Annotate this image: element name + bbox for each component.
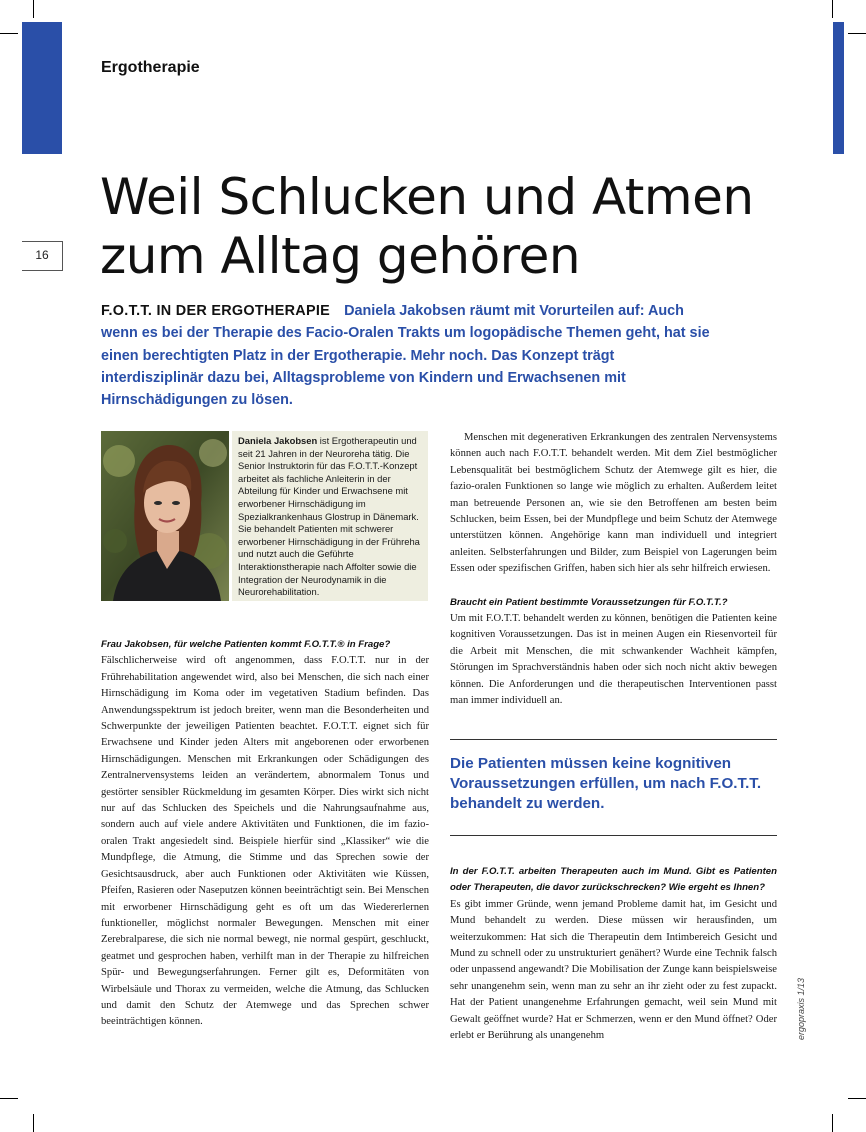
crop-mark xyxy=(0,1098,18,1099)
author-bio-box xyxy=(232,431,428,601)
author-portrait-photo xyxy=(101,431,229,601)
interview-question: Frau Jakobsen, für welche Patienten kommt F.O.T.T.® in Frage? xyxy=(101,639,391,650)
crop-mark xyxy=(33,0,34,18)
crop-mark xyxy=(848,1098,866,1099)
author-name: Daniela Jakobsen xyxy=(238,435,318,446)
title-line-2: zum Alltag gehören xyxy=(100,227,581,285)
crop-mark xyxy=(832,0,833,18)
interview-answer: Fälschlicherweise wird oft angenommen, dass F.O.T.T. nur in der Frührehabilitation angewendet wird, also bei Menschen, die sich nach einer Hirnschädigung im Koma oder im vegetativen Stadium befinden. Das Anwendungsspektrum ist jedoch breiter, wenn man die Besonderheiten und Schwerpunkte der jeweiligen Patienten beachtet. F.O.T.T. eignet sich für Erwachsene und Kinder jeden Alters mit angeborenen oder erworbenen Hirnschädigungen. Menschen mit Erkrankungen oder Schädigungen des Zentralnervensystems leiden an verändertem, abnormalem Tonus und gestörter sensibler Rückmeldung im gesamten Körper. Dies wirkt sich nicht nur auf das Schlucken des Speichels und die Nahrungsaufnahme aus, sondern auch auf viele andere Aktivitäten und Funktionen, die im fazio-oralen Trakt angesiedelt sind. Beispiele hierfür sind „Klassiker“ wie die Mundpflege, die Atmung, die Stimme und das Sprechen sowie der Gesichtsausdruck, aber auch Funktionen oder Aktivitäten wie Küssen, Pfeifen, Rasieren oder Naseputzen können beeinträchtigt sein. Bei Menschen mit erworbener Hirnschädigung geht es oft um das Wiedererlernen funktioneller, möglichst normaler Bewegungen. Menschen mit einer Zerebralparese, die sich nie normal bewegt, nie normal gespürt, geschluckt, geatmet und gesprochen haben, verhilft man in der Therapie zu hilfreichen Spür- und Bewegungserfahrungen. Ferner gilt es, Deformitäten von Wirbelsäule und Thorax zu vermeiden, welche die Atmung, das Schlucken und damit den Schutz der Atemwege und das Sprechen schwer beeinträchtigen können. xyxy=(101,655,429,1028)
interview-answer: Es gibt immer Gründe, wenn jemand Probleme damit hat, im Gesicht und Mund behandelt zu werden. Diese müssen wir herausfinden, um weiterzukommen: Hat sich die Therapeutin dem Intimbereich Gesicht und Mund zu schnell oder zu unstrukturiert genähert? Wurde eine Technik falsch oder unpassend angewandt? Die Mobilisation der Zunge kann beispielsweise sehr unangenehm sein, wenn man zu sehr an ihr zieht oder zu fest zupackt. Hat der Patient unangenehme Erfahrungen gemacht, weil sein Mund mit Gewalt geöffnet wurde? Hat er Schmerzen, wenn er den Mund öffnet? Oder erlebt er Berührung als unangenehm xyxy=(450,898,777,1042)
right-section-tab xyxy=(833,22,844,154)
crop-mark xyxy=(848,33,866,34)
author-bio xyxy=(238,435,422,599)
page-number: 16 xyxy=(35,248,49,262)
interview-question: In der F.O.T.T. arbeiten Therapeuten auch im Mund. Gibt es Patienten oder Therapeuten, die davor zurückschrecken? Wie ergeht es Ihnen? xyxy=(450,866,777,894)
right-column-top xyxy=(450,430,777,710)
left-column xyxy=(101,637,429,1031)
journal-credit: ergopraxis 1/13 xyxy=(796,977,806,1040)
author-bio-text: ist Ergotherapeutin und seit 21 Jahren in der Neuroreha tätig. Die Senior Instruktorin für das F.O.T.T.-Konzept arbeitet als fachliche Anleiterin in der Abteilung für Kinder und Erwachsene mit erworbener Hirnschädigung im Spezialkrankenhaus Glostrup in Dänemark. Sie behandelt Patienten mit schwerer erworbener Hirnschädigung in der Frühreha und nutzt auch die Geführte Interaktionstherapie nach Affolter sowie die Integration der Neurodynamik in die Neurorehabilitation. xyxy=(238,435,420,598)
left-section-tab xyxy=(22,22,62,154)
pull-quote-rule-bottom xyxy=(450,835,777,836)
body-paragraph: Menschen mit degenerativen Erkrankungen des zentralen Nervensystems können auch nach F.O.T.T. behandelt werden. Mit dem Ziel bestmöglicher Lebensqualität bei bestmöglichem Schutz der Atemwege gilt es hier, die fazio-oralen Funktionen so lange wie möglich zu erhalten. Außerdem leitet man betreuende Personen an, wie sie den Betroffenen am besten beim Schlucken, beim Essen, bei der Mundpflege und beim Schutz der Atemwege unterstützen können. Angehörige kann man individuell und integriert anleiten. Selbsterfahrungen und Bilder, zum Beispiel von Lagerungen beim Essen oder spezifischen Griffen, haben sich hier als sehr hilfreich erwiesen. xyxy=(450,432,777,575)
title-line-1: Weil Schlucken und Atmen xyxy=(100,168,754,226)
crop-mark xyxy=(0,33,18,34)
article-lead xyxy=(101,300,711,411)
article-title xyxy=(100,168,820,286)
crop-mark xyxy=(832,1114,833,1132)
lead-text: Daniela Jakobsen räumt mit Vorurteilen auf: Auch wenn es bei der Therapie des Facio-Oralen Trakts um logopädische Themen geht, hat sie einen berechtigten Platz in der Ergotherapie. Mehr noch. Das Konzept trägt interdisziplinär dazu bei, Alltagsprobleme von Kindern und Erwachsenen mit Hirnschädigungen zu lösen. xyxy=(101,303,710,409)
right-column-bottom xyxy=(450,864,777,1044)
interview-answer: Um mit F.O.T.T. behandelt werden zu können, benötigen die Patienten keine kognitiven Voraussetzungen. Das ist in meinen Augen ein Riesenvorteil für die Arbeit mit Menschen, die mit schwankender Wachheit kämpfen, Störungen im Sprachverständnis haben oder sich noch nicht aktiv bewegen können. Die Anforderungen und die therapeutischen Interventionen passt man immer individuell an. xyxy=(450,613,777,707)
pull-quote: Die Patienten müssen keine kognitiven Voraussetzungen erfüllen, um nach F.O.T.T. behandelt zu werden. xyxy=(450,755,762,812)
crop-mark xyxy=(33,1114,34,1132)
lead-kicker: F.O.T.T. IN DER ERGOTHERAPIE xyxy=(101,303,331,319)
section-label: Ergotherapie xyxy=(101,59,200,76)
pull-quote-rule-top xyxy=(450,739,777,740)
interview-question: Braucht ein Patient bestimmte Voraussetzungen für F.O.T.T.? xyxy=(450,596,728,608)
